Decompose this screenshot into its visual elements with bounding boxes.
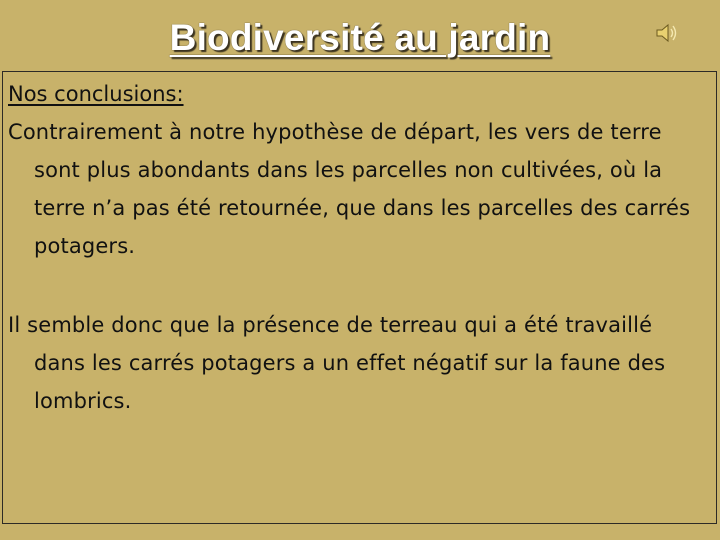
slide-title: Biodiversité au jardin — [169, 17, 551, 58]
conclusions-heading: Nos conclusions: — [8, 82, 184, 106]
conclusion-paragraph-2: Il semble donc que la présence de terreau qui a été travaillé dans les carrés potagers a un effet négatif sur la faune des lombrics. — [8, 313, 666, 413]
conclusion-paragraph-1: Contrairement à notre hypothèse de départ, les vers de terre sont plus abondants dans les parcelles non cultivées, où la terre n’a pas été retournée, que dans les parcelles des carrés potagers. — [8, 120, 691, 258]
speaker-icon[interactable] — [655, 22, 679, 44]
